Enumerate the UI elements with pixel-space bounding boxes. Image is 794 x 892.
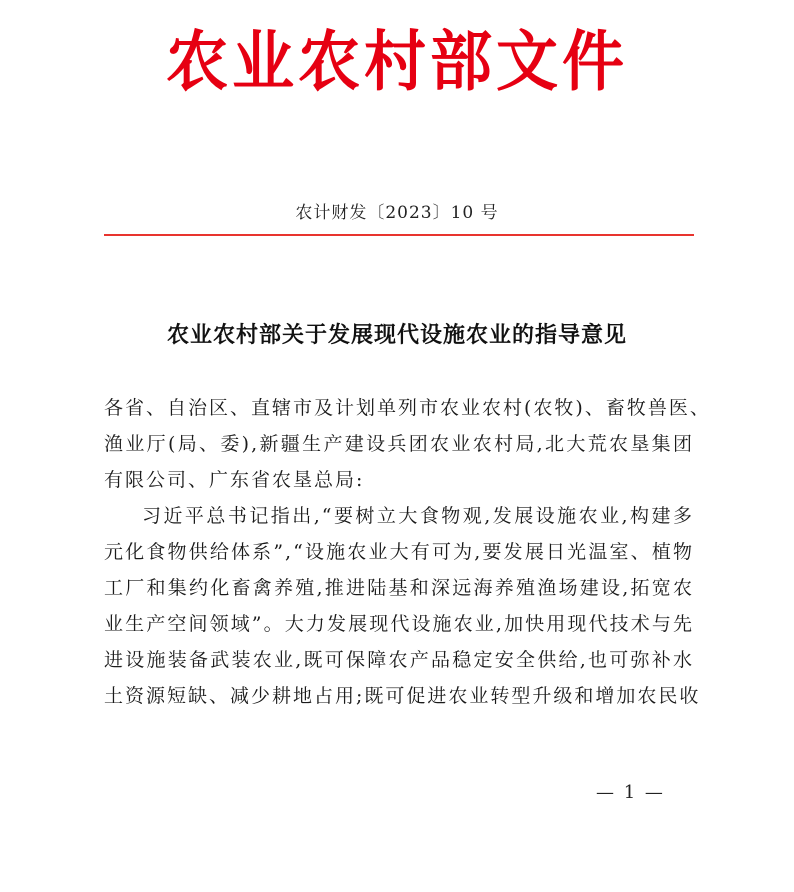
paragraph-line: 习近平总书记指出,“要树立大食物观,发展设施农业,构建多 (142, 505, 694, 527)
paragraph-line: 元化食物供给体系”,“设施农业大有可为,要发展日光温室、植物 (104, 541, 694, 563)
addressee-line: 有限公司、广东省农垦总局: (104, 469, 365, 491)
page-number: — 1 — (596, 782, 665, 803)
paragraph-line: 工厂和集约化畜禽养殖,推进陆基和深远海养殖渔场建设,拓宽农 (104, 577, 694, 599)
document-masthead: 农业农村部文件 (165, 23, 628, 100)
document-title: 农业农村部关于发展现代设施农业的指导意见 (166, 322, 627, 348)
paragraph-line: 土资源短缺、减少耕地占用;既可促进农业转型升级和增加农民收 (104, 685, 701, 707)
red-separator-line (104, 234, 694, 236)
document-body (104, 390, 711, 714)
paragraph-line: 业生产空间领域”。大力发展现代设施农业,加快用现代技术与先 (104, 613, 694, 635)
paragraph-line: 进设施装备武装农业,既可保障农产品稳定安全供给,也可弥补水 (104, 649, 694, 671)
document-number: 农计财发〔2023〕10 号 (295, 203, 499, 223)
addressee-line: 各省、自治区、直辖市及计划单列市农业农村(农牧)、畜牧兽医、 (104, 397, 711, 419)
addressee-line: 渔业厅(局、委),新疆生产建设兵团农业农村局,北大荒农垦集团 (104, 433, 694, 455)
